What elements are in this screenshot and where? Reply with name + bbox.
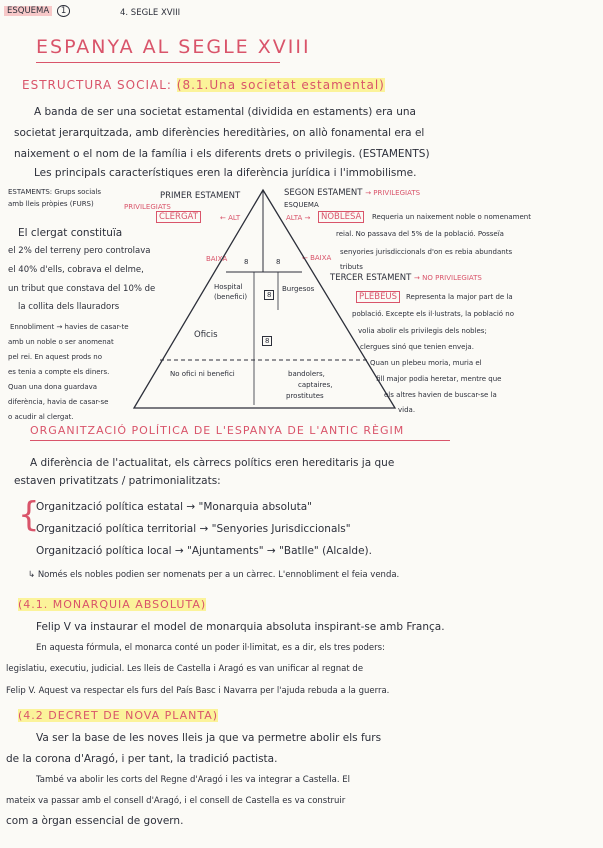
bandolers-0: bandolers, xyxy=(288,370,325,378)
section3-para-3: Felip V. Aquest va respectar els furs del País Basc i Navarra per l'ajuda rebuda a la guerra. xyxy=(6,686,390,696)
section4-heading: (4.2 DECRET DE NOVA PLANTA) xyxy=(18,709,219,722)
plebeus-text-4: Quan un plebeu moria, muria el xyxy=(370,359,482,367)
hospital-1: (benefici) xyxy=(214,293,248,301)
alt-label: ← ALT xyxy=(220,214,241,222)
title-underline xyxy=(36,62,280,63)
section4-para-4: com a òrgan essencial de govern. xyxy=(6,815,184,827)
page-title: ESPANYA AL SEGLE XVIII xyxy=(36,36,311,58)
ennobliment-text-1: amb un noble o ser anomenat xyxy=(8,338,114,346)
tercer-label: TERCER ESTAMENT xyxy=(330,273,412,283)
section2-heading: ORGANITZACIÓ POLÍTICA DE L'ESPANYA DE L'ANTIC RÈGIM xyxy=(30,424,405,437)
bandolers-2: prostitutes xyxy=(286,392,324,400)
hospital-0: Hospital xyxy=(214,283,243,291)
section2-para-0: A diferència de l'actualitat, els càrrecs polítics eren hereditaris ja que xyxy=(30,457,395,469)
plebeus-text-7: vida. xyxy=(398,406,416,414)
plebeus-text-1: població. Excepte els il·lustrats, la població no xyxy=(352,310,515,318)
section2-underline xyxy=(30,440,450,441)
clergat-text-1: el 2% del terreny pero controlava xyxy=(8,246,151,256)
section2-note: ↳ Només els nobles podien ser nomenats per a un càrrec. L'ennobliment el feia venda. xyxy=(28,570,400,580)
tercer-estament xyxy=(330,273,482,283)
plebeus-text-5: fill major podia heretar, mentre que xyxy=(376,375,502,383)
org-1: Organització política territorial → "Senyories Jurisdiccionals" xyxy=(36,523,351,535)
org-0: Organització política estatal → "Monarquia absoluta" xyxy=(36,501,312,513)
oficis: Oficis xyxy=(194,330,218,340)
plebeus-box: PLEBEUS xyxy=(356,291,400,303)
segon-arrow: → PRIVILEGIATS xyxy=(365,189,421,197)
noblesa-text-2: senyories jurisdiccionals d'on es rebia abundants xyxy=(340,248,513,256)
baixa-right: ← BAIXA xyxy=(302,254,332,262)
ennobliment-text-6: o acudir al clergat. xyxy=(8,413,74,421)
ennobliment-text-5: diferència, havia de casar-se xyxy=(8,398,109,406)
estaments-note-0: ESTAMENTS: Grups socials xyxy=(8,188,102,196)
header-tag xyxy=(4,6,70,16)
plebeus-text-3: clergues sinó que tenien enveja. xyxy=(360,343,474,351)
pyramid-num-left: 8 xyxy=(244,258,249,266)
estructura-social-heading: ESTRUCTURA SOCIAL: xyxy=(22,78,172,92)
noblesa-text-0: Requeria un naixement noble o nomenament xyxy=(372,213,531,221)
burgesos: Burgesos xyxy=(282,285,315,293)
primer-estament: PRIMER ESTAMENT xyxy=(160,191,241,201)
section4-para-1: de la corona d'Aragó, i per tant, la tradició pactista. xyxy=(6,753,278,765)
tercer-arrow: → NO PRIVILEGIATS xyxy=(414,274,482,282)
clergat-box: CLERGAT xyxy=(156,211,201,223)
section3-heading: (4.1. MONARQUIA ABSOLUTA) xyxy=(18,598,207,611)
plebeus-text-6: els altres havien de buscar-se la xyxy=(384,391,497,399)
noblesa-text-1: reial. No passava del 5% de la població. Posseïa xyxy=(336,230,504,238)
plebeus-text-0: Representa la major part de la xyxy=(406,293,513,301)
ennobliment-text-4: Quan una dona guardava xyxy=(8,383,98,391)
segon-estament xyxy=(284,188,420,198)
pyramid-num-hospital: 8 xyxy=(264,290,274,300)
ennobliment-text-2: pel rei. En aquest prods no xyxy=(8,353,103,361)
noblesa-text-3: tributs xyxy=(340,263,363,271)
section1-para-0: A banda de ser una societat estamental (dividida en estaments) era una xyxy=(34,106,416,118)
section4-para-3: mateix va passar amb el consell d'Aragó, i el consell de Castella es va construir xyxy=(6,796,346,806)
section3-para-2: legislatiu, executiu, judicial. Les lleis de Castella i Aragó es van unificar al regnat de xyxy=(6,664,364,674)
no-oficis: No ofici ni benefici xyxy=(170,370,235,378)
esquema-label: ESQUEMA xyxy=(4,6,52,16)
org-brace: { xyxy=(18,495,40,535)
org-2: Organització política local → "Ajuntaments" → "Batlle" (Alcalde). xyxy=(36,545,372,557)
section4-para-2: També va abolir les corts del Regne d'Aragó i les va integrar a Castella. El xyxy=(36,775,350,785)
ennobliment-text-3: es tenia a compte els diners. xyxy=(8,368,110,376)
section1-heading xyxy=(22,78,385,92)
clergat-text-4: la collita dels llauradors xyxy=(18,302,120,312)
section1-para-3: Les principals característiques eren la diferència jurídica i l'immobilisme. xyxy=(34,167,417,179)
noblesa-box: NOBLESA xyxy=(318,211,364,223)
bandolers-1: captaires, xyxy=(298,381,333,389)
ennobliment-text-0: Ennobliment → havies de casar-te xyxy=(10,323,129,331)
esquema-tag-small: ESQUEMA xyxy=(284,201,319,209)
segon-estament-label: SEGON ESTAMENT xyxy=(284,188,363,198)
plebeus-text-2: volia abolir els privilegis dels nobles; xyxy=(358,327,487,335)
alta-label: ALTA → xyxy=(286,214,311,222)
estaments-note-1: amb lleis pròpies (FURS) xyxy=(8,200,94,208)
clergat-text-3: un tribut que constava del 10% de xyxy=(8,284,156,294)
section1-para-2: naixement o el nom de la família i els diferents drets o privilegis. (ESTAMENTS) xyxy=(14,148,430,160)
section2-para-1: estaven privatitzats / patrimonialitzats: xyxy=(14,475,221,487)
estructura-social-sub: (8.1.Una societat estamental) xyxy=(176,78,385,92)
section3-para-1: En aquesta fórmula, el monarca conté un poder il·limitat, es a dir, els tres poders: xyxy=(36,643,385,653)
clergat-text-2: el 40% d'ells, cobrava el delme, xyxy=(8,265,144,275)
privilegiats-small: PRIVILEGIATS xyxy=(124,203,171,211)
baixa-left: BAIXA xyxy=(206,255,228,263)
pyramid-num-right: 8 xyxy=(276,258,281,266)
section4-para-0: Va ser la base de les noves lleis ja que va permetre abolir els furs xyxy=(36,732,382,744)
section1-para-1: societat jerarquitzada, amb diferències hereditàries, on allò fonamental era el xyxy=(14,127,425,139)
clergat-text-0: El clergat constituïa xyxy=(18,227,123,239)
unit-label: 4. SEGLE XVIII xyxy=(120,8,181,18)
section3-para-0: Felip V va instaurar el model de monarquia absoluta inspirant-se amb França. xyxy=(36,621,445,633)
esquema-number: 1 xyxy=(57,5,70,17)
pyramid-num-oficis: 8 xyxy=(262,336,272,346)
